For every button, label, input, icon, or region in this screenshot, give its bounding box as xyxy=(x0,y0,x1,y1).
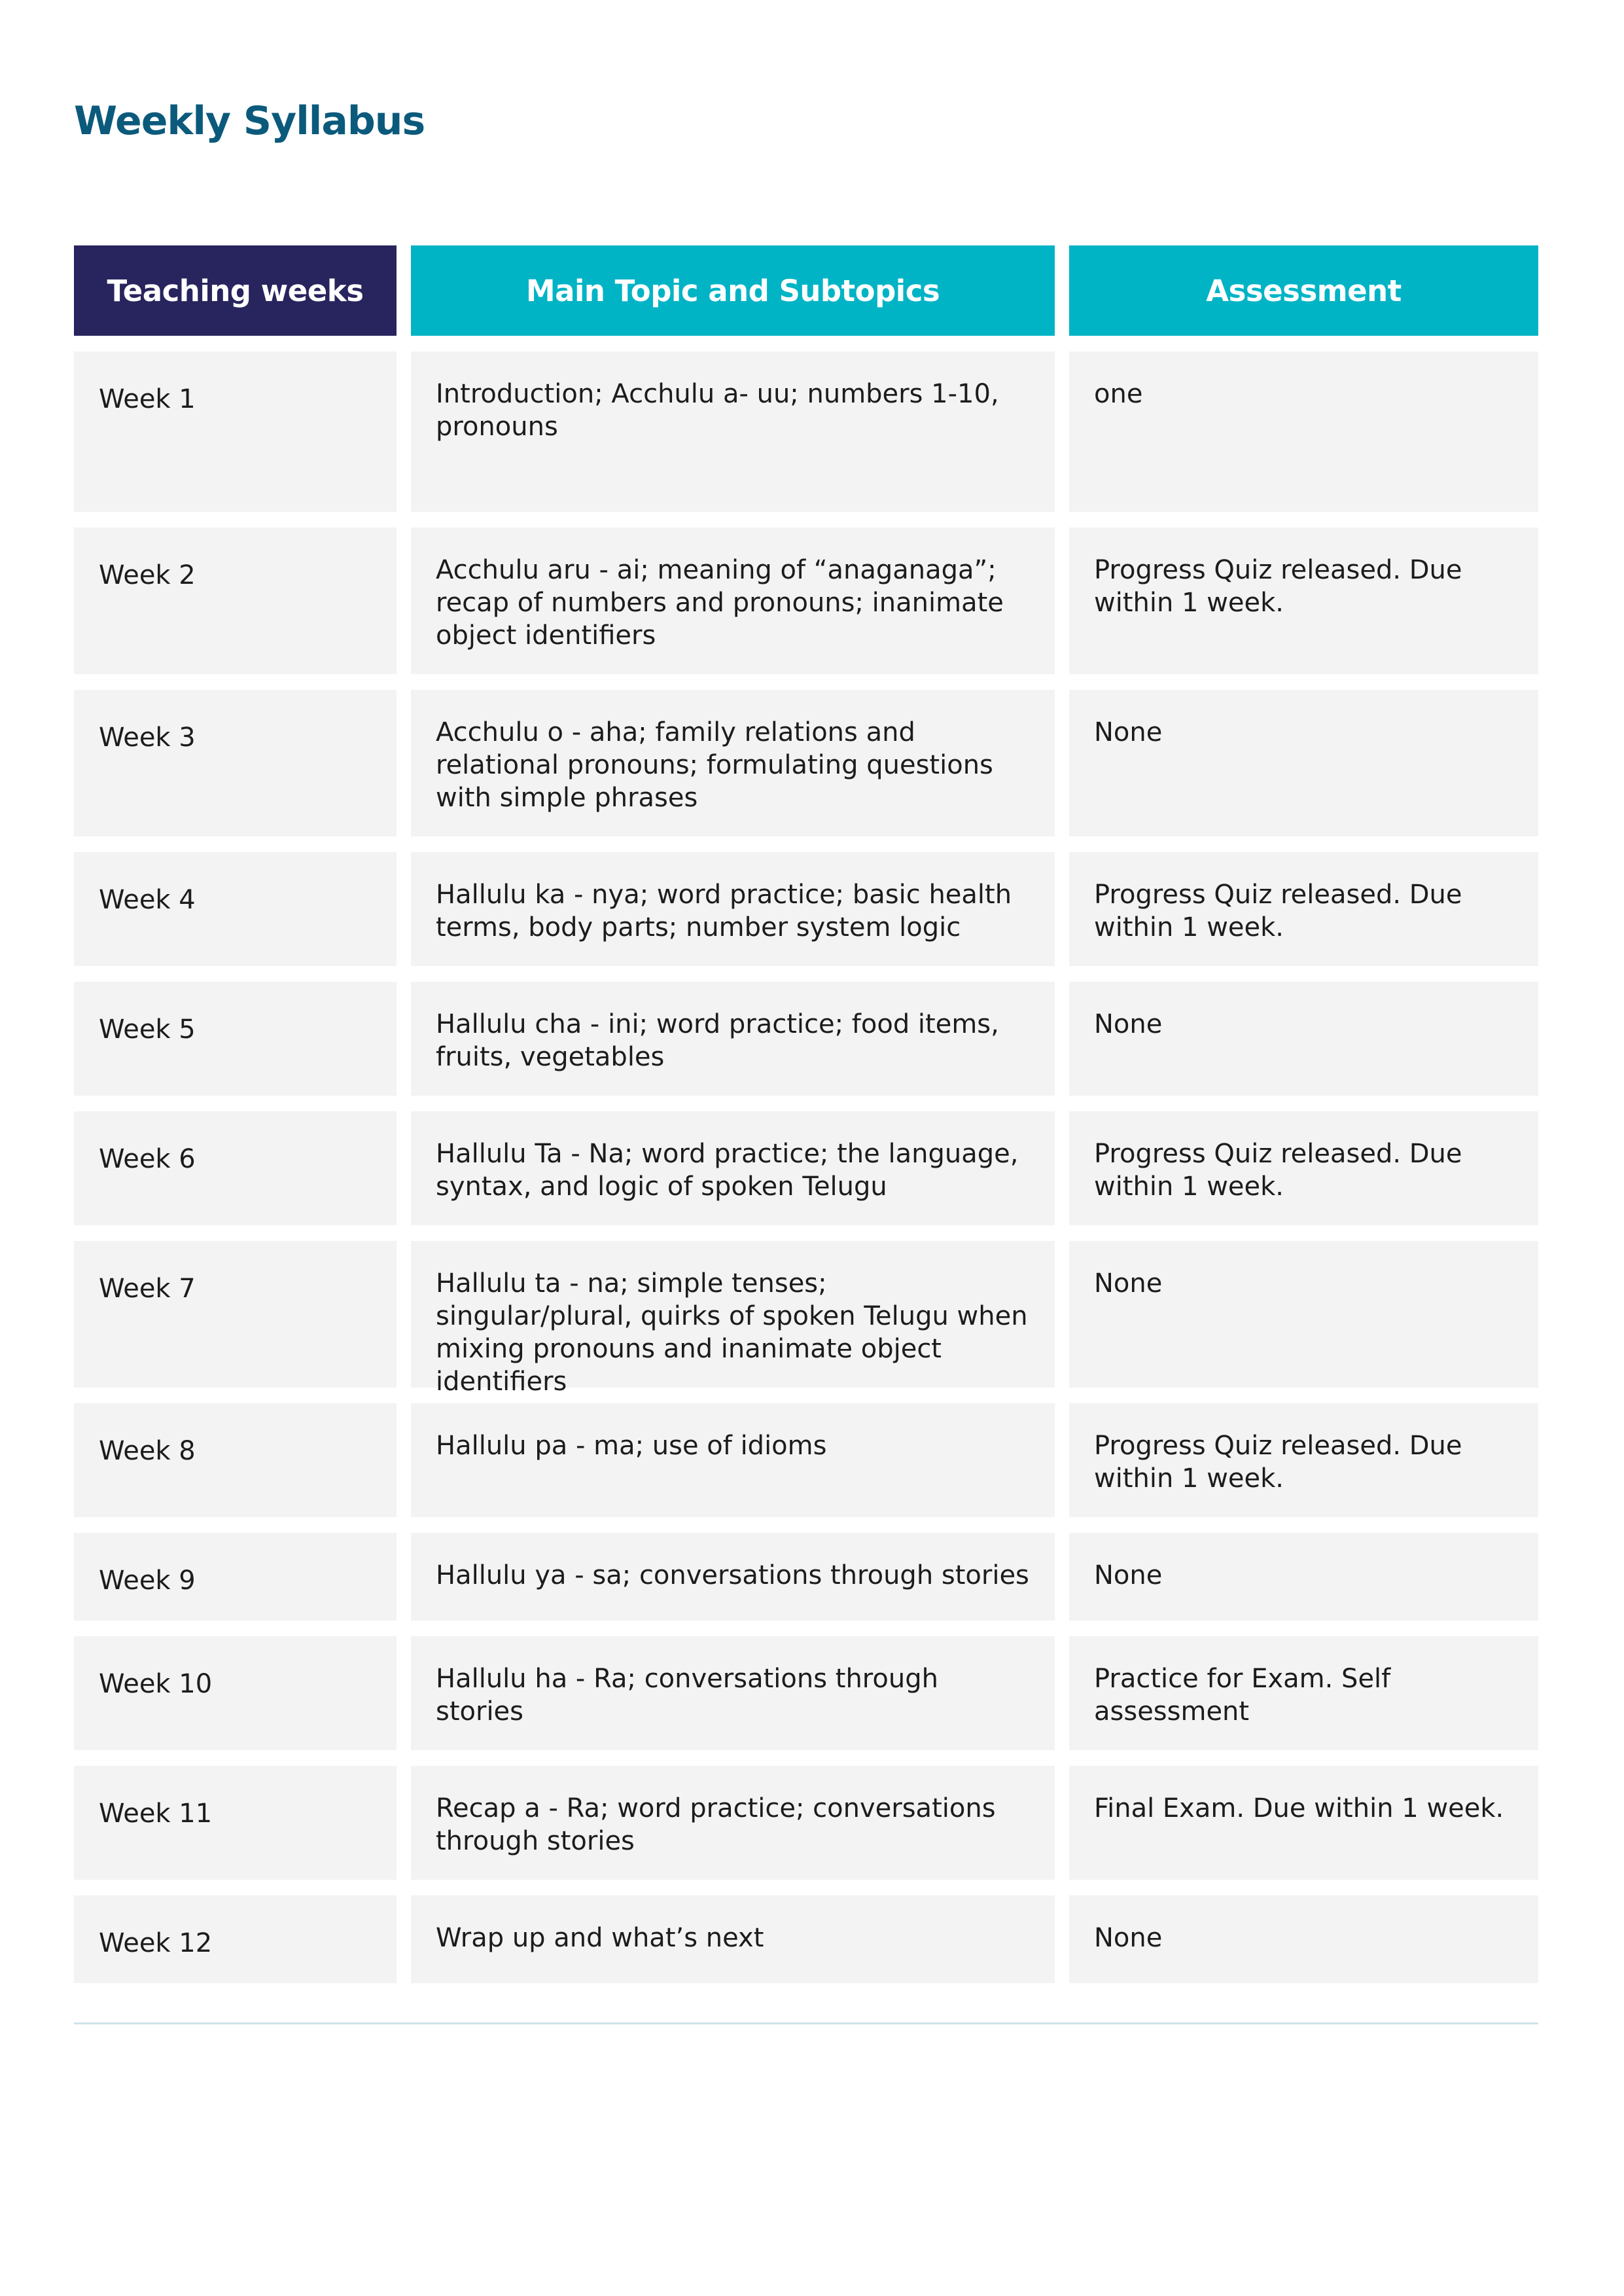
bottom-divider xyxy=(74,2022,1538,2024)
week-cell: Week 11 xyxy=(74,1766,397,1880)
header-main-topic: Main Topic and Subtopics xyxy=(411,245,1055,336)
topic-cell: Acchulu o - aha; family relations and relational pronouns; formulating questions with simple phrases xyxy=(411,690,1055,836)
topic-cell: Hallulu ha - Ra; conversations through stories xyxy=(411,1636,1055,1750)
assessment-cell: None xyxy=(1069,1533,1538,1621)
assessment-cell: Progress Quiz released. Due within 1 week. xyxy=(1069,1403,1538,1517)
week-cell: Week 6 xyxy=(74,1111,397,1225)
assessment-cell: Progress Quiz released. Due within 1 week. xyxy=(1069,1111,1538,1225)
week-cell: Week 12 xyxy=(74,1895,397,1983)
topic-cell: Hallulu Ta - Na; word practice; the language, syntax, and logic of spoken Telugu xyxy=(411,1111,1055,1225)
week-cell: Week 3 xyxy=(74,690,397,836)
topic-cell: Hallulu pa - ma; use of idioms xyxy=(411,1403,1055,1517)
assessment-cell: one xyxy=(1069,351,1538,512)
week-cell: Week 1 xyxy=(74,351,397,512)
topic-cell: Hallulu ya - sa; conversations through stories xyxy=(411,1533,1055,1621)
assessment-cell: None xyxy=(1069,1241,1538,1388)
syllabus-table xyxy=(74,245,1538,1983)
topic-cell: Acchulu aru - ai; meaning of “anaganaga”; recap of numbers and pronouns; inanimate object identifiers xyxy=(411,528,1055,674)
week-cell: Week 10 xyxy=(74,1636,397,1750)
header-assessment: Assessment xyxy=(1069,245,1538,336)
topic-cell: Hallulu ka - nya; word practice; basic health terms, body parts; number system logic xyxy=(411,852,1055,966)
assessment-cell: Progress Quiz released. Due within 1 week. xyxy=(1069,528,1538,674)
assessment-cell: None xyxy=(1069,690,1538,836)
topic-cell: Recap a - Ra; word practice; conversations through stories xyxy=(411,1766,1055,1880)
assessment-cell: None xyxy=(1069,1895,1538,1983)
week-cell: Week 4 xyxy=(74,852,397,966)
page-title: Weekly Syllabus xyxy=(74,98,425,144)
week-cell: Week 2 xyxy=(74,528,397,674)
topic-cell: Hallulu cha - ini; word practice; food items, fruits, vegetables xyxy=(411,982,1055,1096)
week-cell: Week 8 xyxy=(74,1403,397,1517)
assessment-cell: Practice for Exam. Self assessment xyxy=(1069,1636,1538,1750)
topic-cell: Introduction; Acchulu a- uu; numbers 1-10, pronouns xyxy=(411,351,1055,512)
assessment-cell: Final Exam. Due within 1 week. xyxy=(1069,1766,1538,1880)
header-teaching-weeks: Teaching weeks xyxy=(74,245,397,336)
topic-cell: Wrap up and what’s next xyxy=(411,1895,1055,1983)
week-cell: Week 7 xyxy=(74,1241,397,1388)
assessment-cell: Progress Quiz released. Due within 1 week. xyxy=(1069,852,1538,966)
assessment-cell: None xyxy=(1069,982,1538,1096)
topic-cell: Hallulu ta - na; simple tenses; singular/plural, quirks of spoken Telugu when mixing pronouns and inanimate object identifiers xyxy=(411,1241,1055,1388)
week-cell: Week 9 xyxy=(74,1533,397,1621)
week-cell: Week 5 xyxy=(74,982,397,1096)
